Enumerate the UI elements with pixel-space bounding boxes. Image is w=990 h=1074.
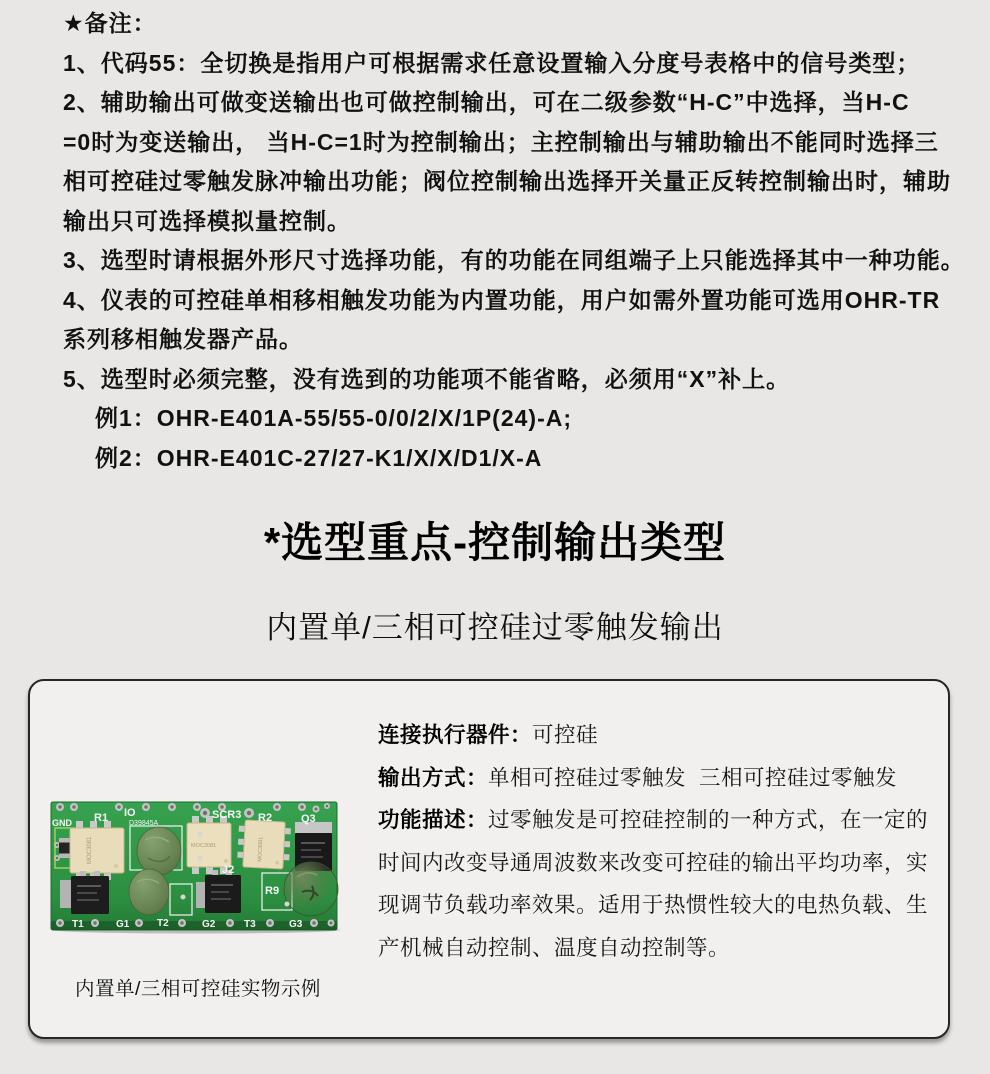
note-line: ★备注： [63,10,157,36]
pcb-label-g1: G1 [116,919,130,930]
pcb-label-g3: G3 [289,919,303,930]
spec-label: 功能描述： [378,808,489,832]
spec-label: 连接执行器件： [378,723,533,747]
pcb-label-t3: T3 [244,919,256,930]
pcb-label-j2: J2 [222,864,235,876]
spec-row-connector [378,714,943,757]
note-example-line: 例1：OHR-E401A-55/55-0/0/2/X/1P(24)-A; [95,405,572,431]
pcb-optocoupler-3 [237,820,291,870]
spec-row-continuation [378,884,943,927]
spec-value: 可控硅 [532,723,599,747]
spec-row-continuation [378,842,943,885]
pcb-label-scr3: SCR3 [212,809,242,821]
note-line: 1、代码55：全切换是指用户可根据需求任意设置输入分度号表格中的信号类型； [63,49,921,76]
notes-section [63,4,968,478]
pcb-label-d39845a: D39845A [129,820,159,827]
spec-value: 过零触发是可控硅控制的一种方式，在一定的 [488,808,929,832]
pcb-photo [50,800,342,934]
note-line: 相可控硅过零触发脉冲输出功能；阀位控制输出选择开关量正反转控制输出时，辅助 [63,168,951,194]
section-subtitle: 内置单/三相可控硅过零触发输出 [266,610,724,645]
pcb-chip-label: MOC3081 [87,836,93,864]
spec-value: 现调节负载功率效果。适用于热惯性较大的电热负载、生 [378,893,929,917]
spec-list [378,714,943,969]
spec-value: 时间内改变导通周波数来改变可控硅的输出平均功率，实 [378,850,929,875]
pcb-chip-label: MOC3081 [257,836,265,862]
output-type-card [28,679,950,1039]
note-example-line: 例2：OHR-E401C-27/27-K1/X/X/D1/X-A [95,444,543,471]
note-line: =0时为变送输出， 当H-C=1时为控制输出；主控制输出与辅助输出不能同时选择三 [63,128,939,155]
note-line: 3、选型时请根据外形尺寸选择功能，有的功能在同组端子上只能选择其中一种功能。 [63,247,965,273]
spec-row-continuation [378,927,943,970]
spec-value: 产机械自动控制、温度自动控制等。 [378,935,731,960]
note-line: 2、辅助输出可做变送输出也可做控制输出，可在二级参数“H-C”中选择，当H-C [63,89,910,115]
section-title: *选型重点-控制输出类型 [263,519,727,566]
pcb-label-g2: G2 [202,919,216,930]
pcb-label-r2: R2 [258,812,273,824]
spec-row-output-mode [378,757,943,800]
spec-value: 单相可控硅过零触发 三相可控硅过零触发 [488,765,897,790]
pcb-label-t1: T1 [72,919,84,930]
pcb-caption: 内置单/三相可控硅实物示例 [75,978,321,1000]
note-line: 5、选型时必须完整，没有选到的功能项不能省略，必须用“X”补上。 [63,365,791,392]
pcb-label-t2: T2 [157,918,169,929]
pcb-label-r9: R9 [265,885,280,897]
pcb-label-r1: R1 [94,812,109,824]
pcb-chip-label: MOC3081 [191,843,217,849]
pcb-label-io: IO [124,807,136,819]
pcb-label-gnd: GND [52,818,72,828]
spec-row-function-desc [378,799,943,842]
spec-label: 输出方式： [378,765,489,790]
pcb-diode [59,838,71,858]
note-line: 输出只可选择模拟量控制。 [63,207,351,234]
pcb-label-q3: Q3 [301,813,316,825]
note-line: 4、仪表的可控硅单相移相触发功能为内置功能，用户如需外置功能可选用OHR-TR [63,286,941,313]
note-line: 系列移相触发器产品。 [63,326,303,352]
